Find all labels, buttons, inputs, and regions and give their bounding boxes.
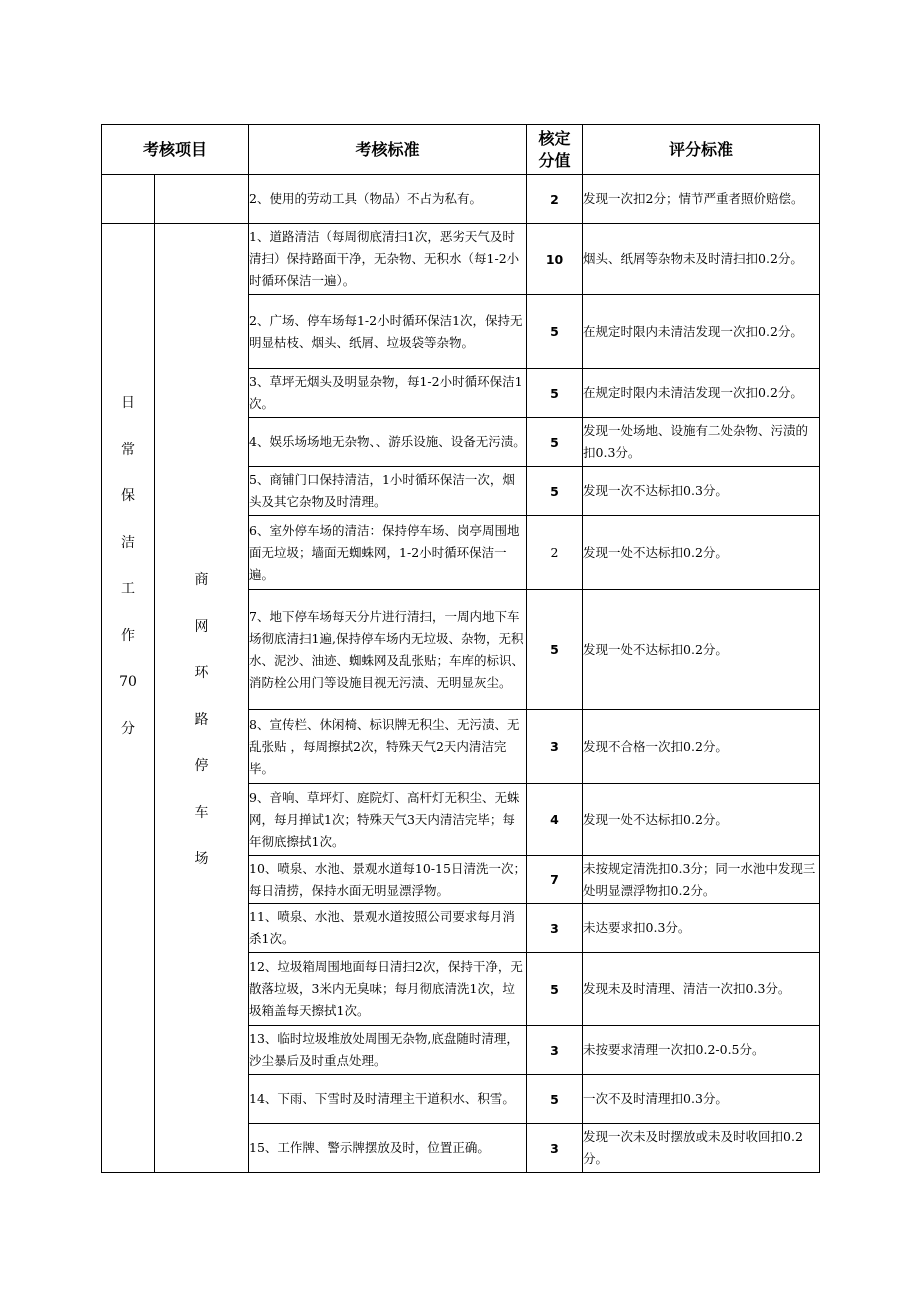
standard-cell: 5、商铺门口保持清洁，1小时循环保洁一次，烟头及其它杂物及时清理。	[249, 467, 527, 516]
score-cell: 5	[527, 369, 583, 418]
score-cell: 10	[527, 224, 583, 295]
category-sub-char: 路	[194, 711, 209, 728]
category-main-char: 日	[121, 395, 135, 411]
standard-cell: 4、娱乐场场地无杂物、、游乐设施、设备无污渍。	[249, 418, 527, 467]
rule-cell: 未按规定清洗扣0.3分；同一水池中发现三处明显漂浮物扣0.2分。	[583, 856, 820, 904]
standard-cell: 3、草坪无烟头及明显杂物，每1-2小时循环保洁1次。	[249, 369, 527, 418]
header-rule: 评分标准	[583, 125, 820, 175]
empty-cell	[155, 175, 249, 224]
table-row	[102, 224, 820, 295]
standard-cell: 6、室外停车场的清洁：保持停车场、岗亭周围地面无垃圾；墙面无蜘蛛网，1-2小时循环保洁一遍。	[249, 516, 527, 590]
category-main-char: 作	[121, 627, 135, 644]
rule-cell: 一次不及时清理扣0.3分。	[583, 1075, 820, 1124]
rule-cell: 发现一次未及时摆放或未及时收回扣0.2分。	[583, 1124, 820, 1173]
rule-cell: 在规定时限内未清洁发现一次扣0.2分。	[583, 369, 820, 418]
category-main-cell	[102, 224, 155, 1173]
rule-cell: 发现一处场地、设施有二处杂物、污渍的扣0.3分。	[583, 418, 820, 467]
score-cell: 3	[527, 1124, 583, 1173]
category-sub-cell	[155, 224, 249, 1173]
standard-cell: 7、地下停车场每天分片进行清扫，一周内地下车场彻底清扫1遍,保持停车场内无垃圾、杂物，无积水、泥沙、油迹、蜘蛛网及乱张贴；车库的标识、消防栓公用门等设施目视无污渍、无明显灰尘。	[249, 590, 527, 710]
standard-cell: 12、垃圾箱周围地面每日清扫2次，保持干净，无散落垃圾，3米内无臭味；每月彻底清洗1次，垃圾箱盖每天擦拭1次。	[249, 953, 527, 1026]
rule-cell: 发现未及时清理、清洁一次扣0.3分。	[583, 953, 820, 1026]
header-score-line2: 分值	[538, 150, 571, 170]
rule-cell: 发现一次扣2分；情节严重者照价赔偿。	[583, 175, 820, 224]
standard-cell: 14、下雨、下雪时及时清理主干道积水、积雪。	[249, 1075, 527, 1124]
rule-cell: 未按要求清理一次扣0.2-0.5分。	[583, 1026, 820, 1075]
rule-cell: 未达要求扣0.3分。	[583, 904, 820, 953]
assessment-table	[101, 124, 820, 1173]
category-main-char: 常	[121, 441, 135, 458]
score-cell: 5	[527, 295, 583, 369]
rule-cell: 发现一处不达标扣0.2分。	[583, 784, 820, 856]
category-main-char: 保	[121, 488, 135, 504]
header-standard: 考核标准	[249, 125, 527, 175]
header-row	[102, 125, 820, 175]
header-item: 考核项目	[102, 125, 249, 175]
empty-cell	[102, 175, 155, 224]
standard-cell: 15、工作牌、警示牌摆放及时，位置正确。	[249, 1124, 527, 1173]
table-row	[102, 175, 820, 224]
score-cell: 5	[527, 953, 583, 1026]
category-main-char: 分	[121, 720, 135, 737]
score-cell: 2	[527, 516, 583, 590]
rule-cell: 烟头、纸屑等杂物未及时清扫扣0.2分。	[583, 224, 820, 295]
score-cell: 3	[527, 710, 583, 784]
rule-cell: 发现一处不达标扣0.2分。	[583, 590, 820, 710]
category-main-char: 工	[121, 581, 135, 597]
score-cell: 7	[527, 856, 583, 904]
category-sub	[155, 224, 248, 895]
rule-cell: 在规定时限内未清洁发现一次扣0.2分。	[583, 295, 820, 369]
category-sub-char: 商	[194, 572, 209, 588]
header-score-line1: 核定	[538, 128, 571, 148]
category-main	[102, 224, 154, 764]
score-cell: 5	[527, 467, 583, 516]
standard-cell: 2、使用的劳动工具（物品）不占为私有。	[249, 175, 527, 224]
rule-cell: 发现一次不达标扣0.3分。	[583, 467, 820, 516]
standard-cell: 13、临时垃圾堆放处周围无杂物,底盘随时清理，沙尘暴后及时重点处理。	[249, 1026, 527, 1075]
rule-cell: 发现一处不达标扣0.2分。	[583, 516, 820, 590]
category-sub-char: 环	[194, 665, 209, 681]
score-cell: 2	[527, 175, 583, 224]
category-sub-char: 场	[194, 851, 209, 867]
score-cell: 4	[527, 784, 583, 856]
category-sub-char: 车	[194, 804, 209, 821]
score-cell: 5	[527, 590, 583, 710]
category-main-char: 洁	[121, 534, 135, 551]
score-cell: 3	[527, 904, 583, 953]
header-score	[527, 125, 583, 175]
category-main-char: 70	[119, 674, 137, 690]
standard-cell: 8、宣传栏、休闲椅、标识牌无积尘、无污渍、无乱张贴 ，每周擦拭2次，特殊天气2天内清洁完毕。	[249, 710, 527, 784]
rule-cell: 发现不合格一次扣0.2分。	[583, 710, 820, 784]
standard-cell: 11、喷泉、水池、景观水道按照公司要求每月消杀1次。	[249, 904, 527, 953]
standard-cell: 1、道路清洁（每周彻底清扫1次，恶劣天气及时清扫）保持路面干净，无杂物、无积水（每1-2小时循环保洁一遍）。	[249, 224, 527, 295]
standard-cell: 9、音响、草坪灯、庭院灯、高杆灯无积尘、无蛛网，每月掸试1次；特殊天气3天内清洁完毕；每年彻底擦拭1次。	[249, 784, 527, 856]
score-cell: 5	[527, 418, 583, 467]
standard-cell: 2、广场、停车场每1-2小时循环保洁1次，保持无明显枯枝、烟头、纸屑、垃圾袋等杂物。	[249, 295, 527, 369]
score-cell: 5	[527, 1075, 583, 1124]
standard-cell: 10、喷泉、水池、景观水道每10-15日清洗一次；每日清捞，保持水面无明显漂浮物。	[249, 856, 527, 904]
category-sub-char: 停	[194, 758, 209, 774]
category-sub-char: 网	[194, 618, 209, 635]
score-cell: 3	[527, 1026, 583, 1075]
